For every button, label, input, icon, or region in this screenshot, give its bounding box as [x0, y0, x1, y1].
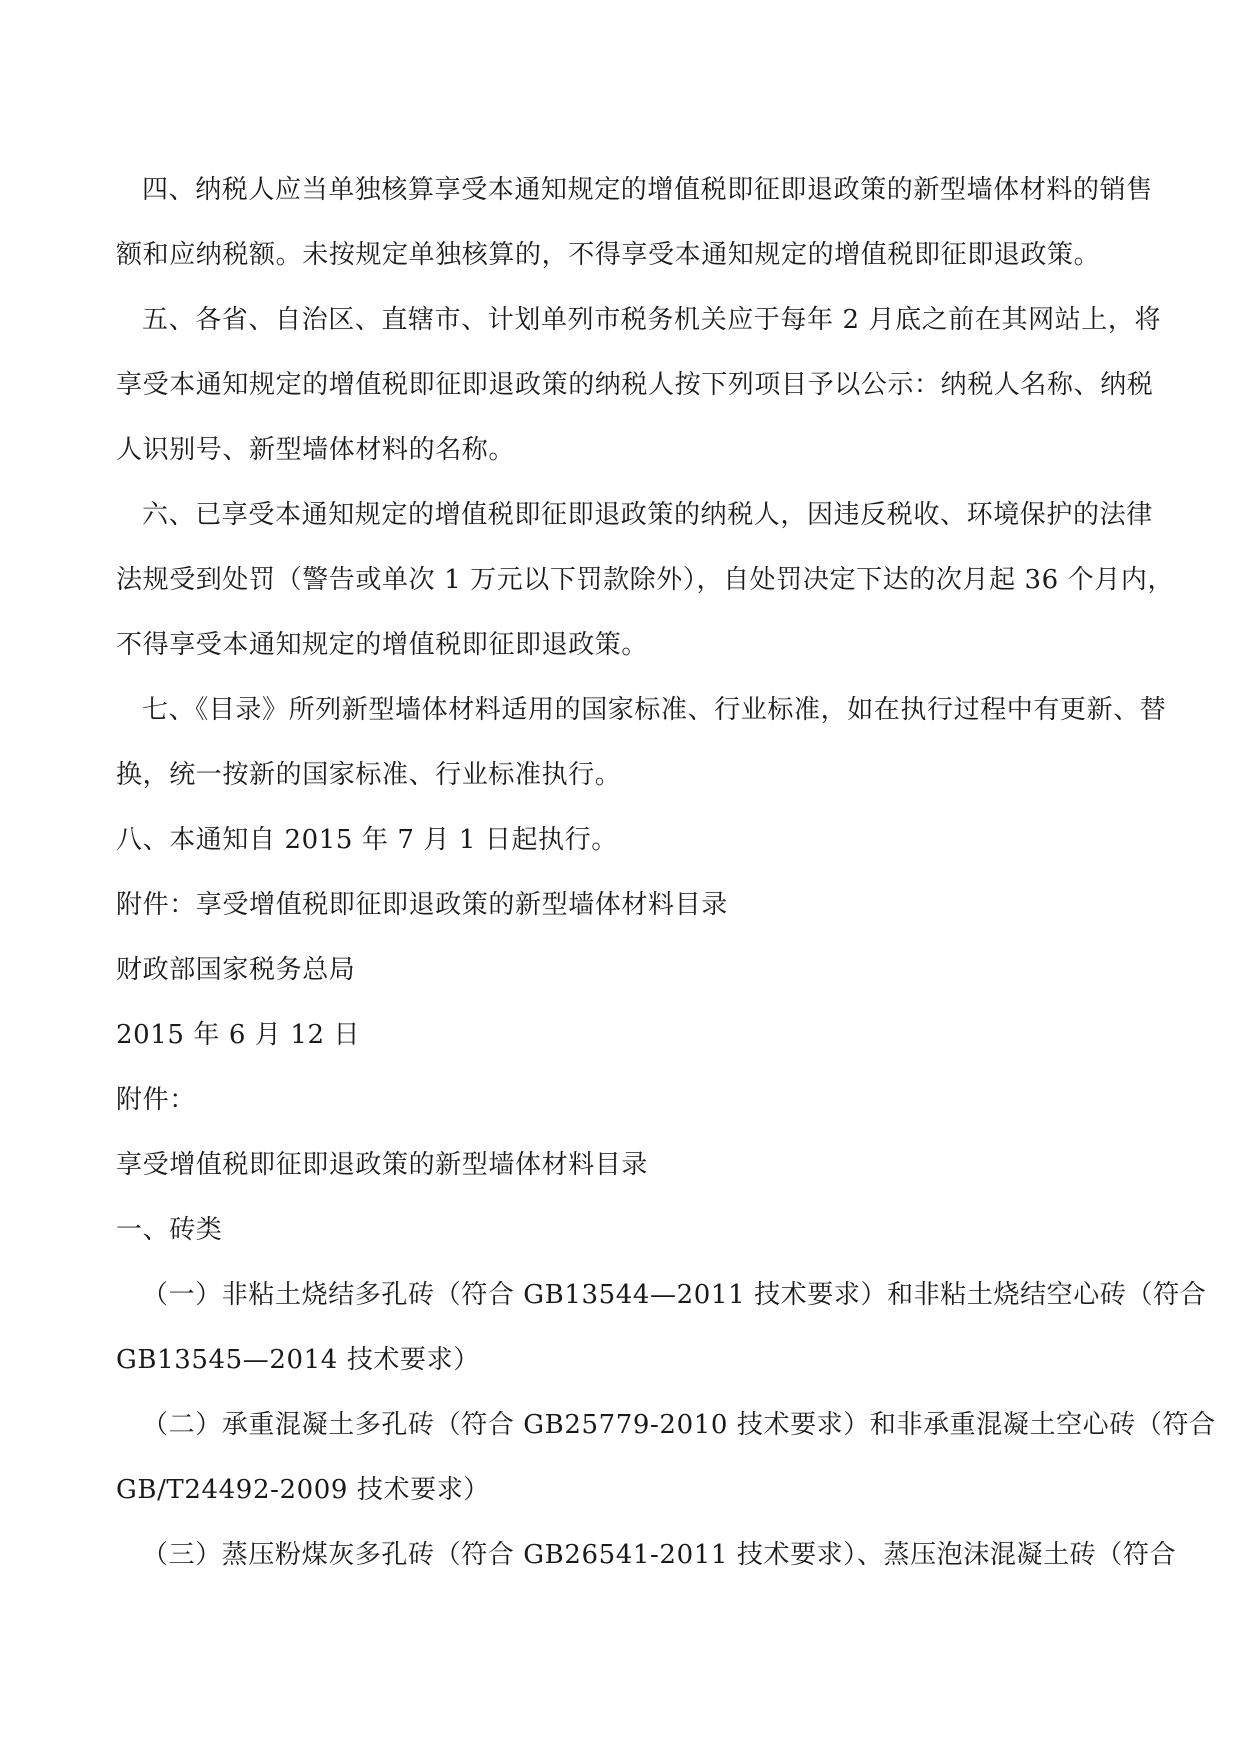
- paragraph-penalty-exclusion: [90, 483, 1175, 678]
- text-line: 人识别号、新型墙体材料的名称。: [116, 435, 516, 465]
- paragraph-public-disclosure: [90, 288, 1162, 483]
- text-line: 换，统一按新的国家标准、行业标准执行。: [116, 760, 622, 790]
- attachment-label: 附件：: [116, 1085, 196, 1115]
- text-line: 享受本通知规定的增值税即征即退政策的纳税人按下列项目予以公示：纳税人名称、纳税: [116, 370, 1154, 400]
- text-line: 法规受到处罚（警告或单次 1 万元以下罚款除外），自处罚决定下达的次月起 36 个月内，: [116, 565, 1175, 595]
- issue-date: 2015 年 6 月 12 日: [116, 1020, 361, 1050]
- list-item: [90, 1523, 1177, 1588]
- list-item: [90, 1263, 1207, 1393]
- text-line: 七、《目录》所列新型墙体材料适用的国家标准、行业标准，如在执行过程中有更新、替: [142, 695, 1167, 725]
- section-heading-bricks: 一、砖类: [116, 1215, 223, 1245]
- text-line: 五、各省、自治区、直辖市、计划单列市税务机关应于每年 2 月底之前在其网站上，将: [142, 305, 1162, 335]
- effective-date-line: 八、本通知自 2015 年 7 月 1 日起执行。: [116, 825, 618, 855]
- document-body: [90, 158, 1216, 1588]
- text-line: 额和应纳税额。未按规定单独核算的，不得享受本通知规定的增值税即征即退政策。: [116, 240, 1101, 270]
- list-item: [90, 1393, 1216, 1523]
- attachment-reference: 附件：享受增值税即征即退政策的新型墙体材料目录: [116, 890, 728, 920]
- text-line: 六、已享受本通知规定的增值税即征即退政策的纳税人，因违反税收、环境保护的法律: [142, 500, 1153, 530]
- text-line: 四、纳税人应当单独核算享受本通知规定的增值税即征即退政策的新型墙体材料的销售: [142, 175, 1153, 205]
- paragraph-separate-accounting: [90, 158, 1153, 288]
- attachment-title: 享受增值税即征即退政策的新型墙体材料目录: [116, 1150, 649, 1180]
- text-line: GB/T24492-2009 技术要求）: [116, 1475, 490, 1505]
- text-line: 不得享受本通知规定的增值税即征即退政策。: [116, 630, 649, 660]
- paragraph-standards-update: [90, 678, 1167, 808]
- issuing-authority: 财政部国家税务总局: [116, 955, 356, 985]
- text-line: （一）非粘土烧结多孔砖（符合 GB13544—2011 技术要求）和非粘土烧结空心砖（符合: [142, 1280, 1207, 1310]
- text-line: GB13545—2014 技术要求）: [116, 1345, 480, 1375]
- text-line: （二）承重混凝土多孔砖（符合 GB25779-2010 技术要求）和非承重混凝土空心砖（符合: [142, 1410, 1216, 1440]
- text-line: （三）蒸压粉煤灰多孔砖（符合 GB26541-2011 技术要求）、蒸压泡沫混凝土砖（符合: [142, 1540, 1177, 1570]
